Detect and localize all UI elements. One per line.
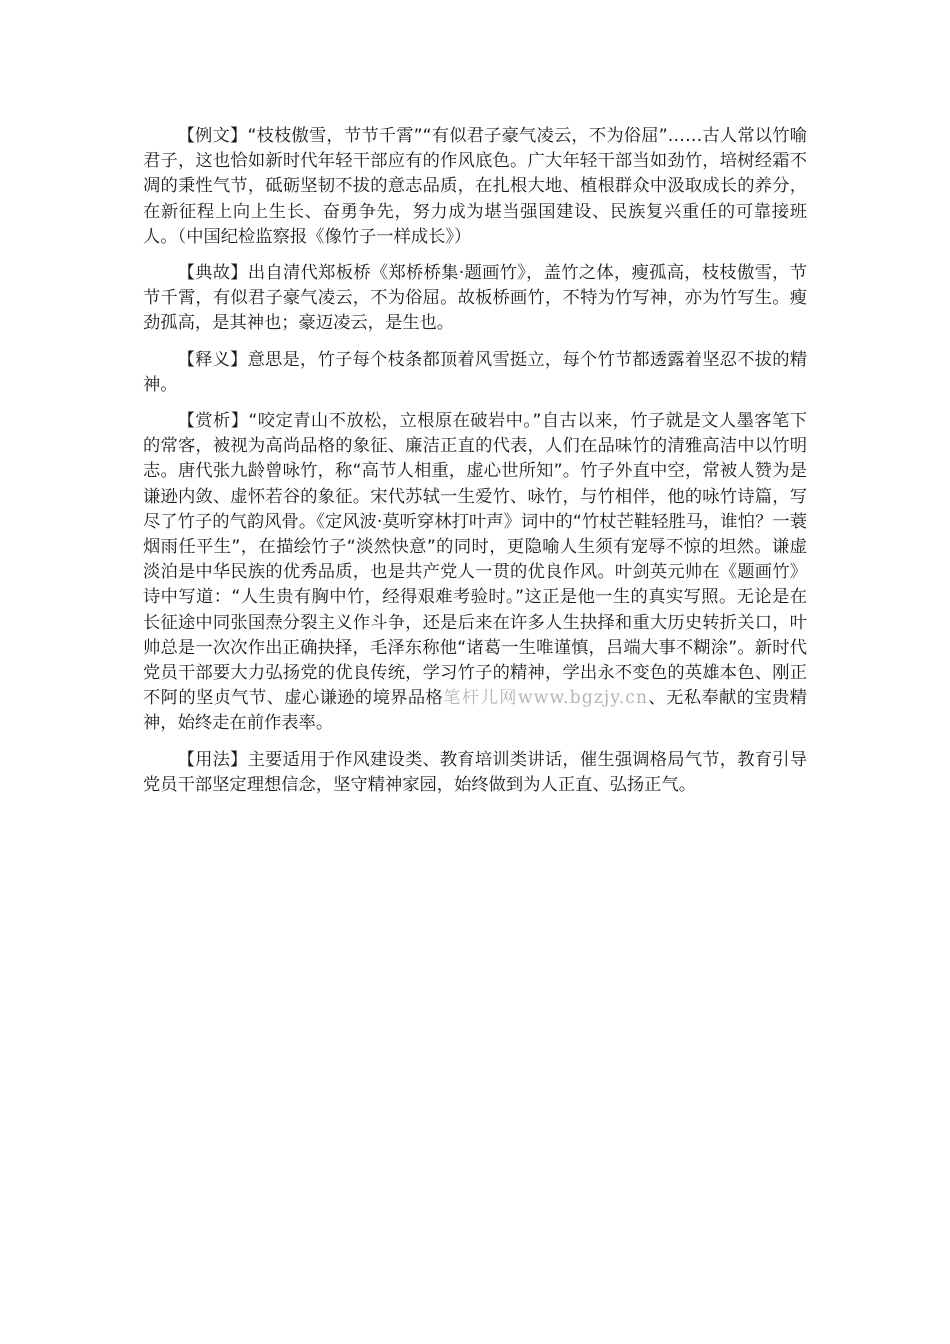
paragraph-text-after: 、无私奉献的宝贵精神，始终走在前作表率。 <box>143 688 807 734</box>
paragraph-appreciation <box>143 409 807 737</box>
paragraph-text: “枝枝傲雪，节节千霄”“有似君子豪气凌云，不为俗屈”……古人常以竹喻君子，这也恰如新时代年轻干部应有的作风底色。广大年轻干部当如劲竹，培树经霜不凋的秉性气节，砥砺坚韧不拔的意志品质，在扎根大地、植根群众中汲取成长的养分，在新征程上向上生长、奋勇争先，努力成为堪当强国建设、民族复兴重任的可靠接班人。（中国纪检监察报《像竹子一样成长》） <box>143 126 807 247</box>
paragraph-text: “咬定青山不放松，立根原在破岩中。”自古以来，竹子就是文人墨客笔下的常客，被视为高尚品格的象征、廉洁正直的代表，人们在品味竹的清雅高洁中以竹明志。唐代张九龄曾咏竹，称“高节人相重，虚心世所知”。竹子外直中空，常被人赞为是谦逊内敛、虚怀若谷的象征。宋代苏轼一生爱竹、咏竹，与竹相伴，他的咏竹诗篇，写尽了竹子的气韵风骨。《定风波·莫听穿林打叶声》词中的“竹杖芒鞋轻胜马，谁怕？一蓑烟雨任平生”，在描绘竹子“淡然快意”的同时，更隐喻人生须有宠辱不惊的坦然。谦虚淡泊是中华民族的优秀品质，也是共产党人一贯的优良作风。叶剑英元帅在《题画竹》诗中写道：“人生贵有胸中竹，经得艰难考验时。”这正是他一生的真实写照。无论是在长征途中同张国焘分裂主义作斗争，还是后来在许多人生抉择和重大历史转折关口，叶帅总是一次次作出正确抉择，毛泽东称他“诸葛一生唯谨慎，吕端大事不糊涂”。新时代党员干部要大力弘扬党的优良传统，学习竹子的精神，学出永不变色的英雄本色、刚正不阿的坚贞气节、虚心谦逊的境界品格 <box>143 411 807 709</box>
paragraph-text: 出自清代郑板桥《郑桥桥集·题画竹》，盖竹之体，瘦孤高，枝枝傲雪，节节千霄，有似君子豪气凌云，不为俗屈。故板桥画竹，不特为竹写神，亦为竹写生。瘦劲孤高，是其神也；豪迈凌云，是生也。 <box>143 263 807 334</box>
paragraph-meaning <box>143 348 807 398</box>
section-tag-allusion: 【典故】 <box>177 263 248 284</box>
document-page <box>143 124 807 809</box>
paragraph-example <box>143 124 807 250</box>
paragraph-usage <box>143 748 807 798</box>
section-tag-appreciation: 【赏析】 <box>177 411 249 432</box>
paragraph-text: 主要适用于作风建设类、教育培训类讲话，催生强调格局气节，教育引导党员干部坚定理想信念，坚守精神家园，始终做到为人正直、弘扬正气。 <box>143 749 807 795</box>
paragraph-text: 意思是，竹子每个枝条都顶着风雪挺立，每个竹节都透露着坚忍不拔的精神。 <box>143 349 807 395</box>
section-tag-example: 【例文】 <box>177 126 248 146</box>
section-tag-meaning: 【释义】 <box>177 349 248 370</box>
section-tag-usage: 【用法】 <box>177 749 248 770</box>
paragraph-allusion <box>143 261 807 337</box>
watermark-text: 笔杆儿网www.bgzjy.cn <box>443 688 649 709</box>
